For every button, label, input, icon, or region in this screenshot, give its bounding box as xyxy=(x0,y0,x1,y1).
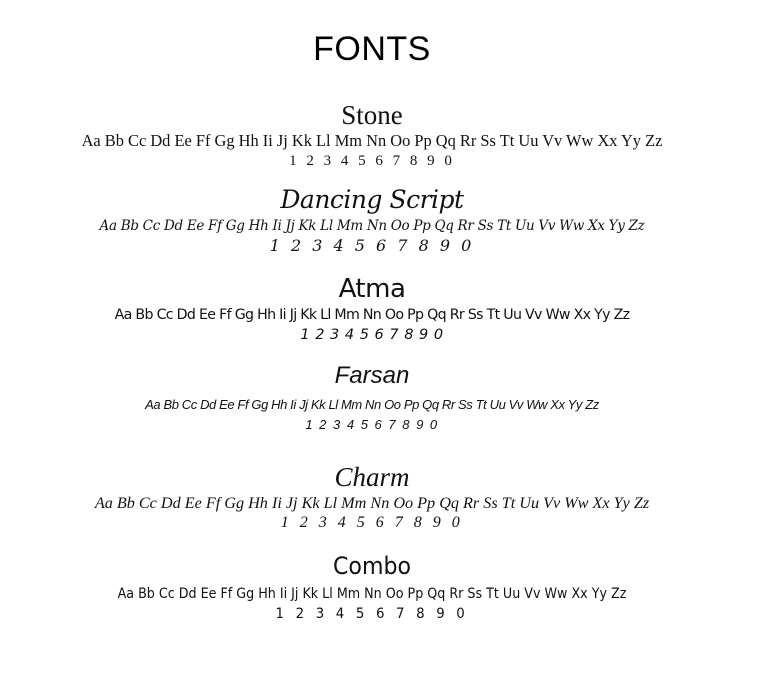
font-alphabet-sample: Aa Bb Cc Dd Ee Ff Gg Hh Ii Jj Kk Ll Mm Nn Oo Pp Qq Rr Ss Tt Uu Vv Ww Xx Yy Zz xyxy=(99,218,645,234)
page-title: FONTS xyxy=(313,30,431,68)
font-digits-sample: 1 2 3 4 5 6 7 8 9 0 xyxy=(300,327,444,343)
font-alphabet-sample: Aa Bb Cc Dd Ee Ff Gg Hh Ii Jj Kk Ll Mm Nn Oo Pp Qq Rr Ss Tt Uu Vv Ww Xx Yy Zz xyxy=(114,307,630,323)
font-specimen-dancing-script xyxy=(0,184,744,256)
font-specimen-atma xyxy=(0,273,744,345)
font-name: Farsan xyxy=(334,362,410,389)
font-specimen-charm xyxy=(0,461,744,533)
font-digits-sample: 1 2 3 4 5 6 7 8 9 0 xyxy=(305,417,439,432)
font-name: Dancing Script xyxy=(280,185,464,214)
font-specimen-stone xyxy=(0,100,744,171)
font-alphabet-sample: Aa Bb Cc Dd Ee Ff Gg Hh Ii Jj Kk Ll Mm Nn Oo Pp Qq Rr Ss Tt Uu Vv Ww Xx Yy Zz xyxy=(145,397,599,412)
font-digits-sample: 1 2 3 4 5 6 7 8 9 0 xyxy=(269,236,475,255)
font-alphabet-sample: Aa Bb Cc Dd Ee Ff Gg Hh Ii Jj Kk Ll Mm Nn Oo Pp Qq Rr Ss Tt Uu Vv Ww Xx Yy Zz xyxy=(94,494,650,512)
font-digits-sample: 1 2 3 4 5 6 7 8 9 0 xyxy=(275,606,469,622)
font-digits-sample: 1 2 3 4 5 6 7 8 9 0 xyxy=(289,153,455,169)
font-name: Stone xyxy=(341,100,403,130)
font-name: Combo xyxy=(333,552,411,580)
font-name: Charm xyxy=(334,462,410,492)
font-specimen-farsan xyxy=(0,361,744,435)
font-specimen-combo xyxy=(0,550,744,624)
font-digits-sample: 1 2 3 4 5 6 7 8 9 0 xyxy=(280,514,464,531)
font-name: Atma xyxy=(338,274,406,304)
font-alphabet-sample: Aa Bb Cc Dd Ee Ff Gg Hh Ii Jj Kk Ll Mm Nn Oo Pp Qq Rr Ss Tt Uu Vv Ww Xx Yy Zz xyxy=(117,586,627,602)
font-alphabet-sample: Aa Bb Cc Dd Ee Ff Gg Hh Ii Jj Kk Ll Mm Nn Oo Pp Qq Rr Ss Tt Uu Vv Ww Xx Yy Zz xyxy=(81,131,663,150)
